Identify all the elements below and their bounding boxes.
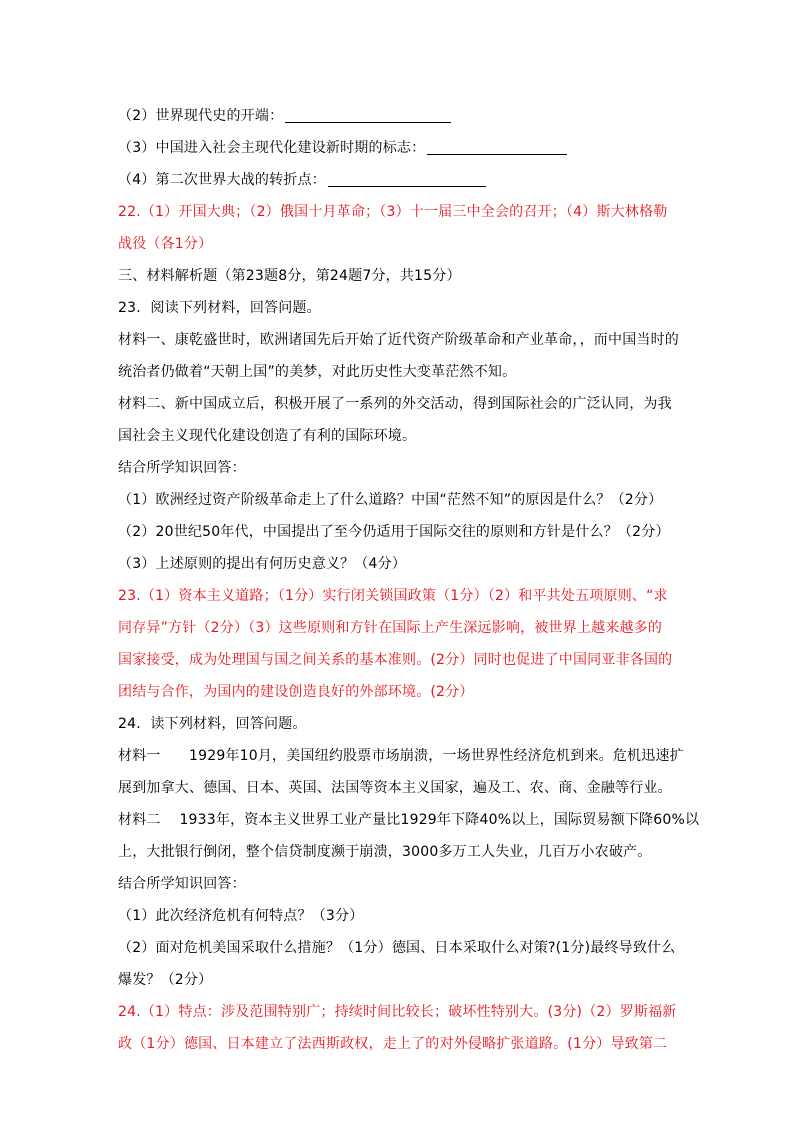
q22-item-2: （2）世界现代史的开端： bbox=[118, 100, 678, 132]
q23-sub-question-2: （2）20世纪50年代，中国提出了至今仍适用于国际交往的原则和方针是什么？（2分） bbox=[118, 524, 670, 540]
q23-material-2-cont: 国社会主义现代化建设创造了有利的国际环境。 bbox=[118, 428, 417, 444]
q24-material-2: 材料二 1933年，资本主义世界工业产量比1929年下降40%以上，国际贸易额下降60%以 bbox=[118, 812, 700, 828]
section-heading: 三、材料解析题（第23题8分，第24题7分，共15分） bbox=[118, 268, 461, 284]
q23-answer-cont-3: 团结与合作，为国内的建设创造良好的外部环境。(2分） bbox=[118, 684, 474, 700]
q23-answer-cont-2: 国家接受，成为处理国与国之间关系的基本准则。(2分）同时也促进了中国同亚非各国的 bbox=[118, 652, 673, 668]
q23-material-1: 材料一、康乾盛世时，欧洲诸国先后开始了近代资产阶级革命和产业革命，，而中国当时的 bbox=[118, 332, 679, 348]
q23-answer-cont-1: 同存异”方针（2分）（3）这些原则和方针在国际上产生深远影响，被世界上越来越多的 bbox=[118, 620, 663, 636]
q24-material-2-cont: 上，大批银行倒闭，整个信贷制度濒于崩溃，3000多万工人失业，几百万小农破产。 bbox=[118, 844, 652, 860]
q22-answer: 22.（1）开国大典；（2）俄国十月革命；（3）十一届三中全会的召开；（4）斯大林格勒 bbox=[118, 204, 668, 220]
q24-prompt: 24．读下列材料，回答问题。 bbox=[118, 716, 307, 732]
q24-sub-question-2-cont: 爆发？（2分） bbox=[118, 972, 213, 988]
answer-blank bbox=[285, 104, 451, 123]
q24-sub-question-2: （2）面对危机美国采取什么措施？（1分）德国、日本采取什么对策?(1分)最终导致什么 bbox=[118, 940, 676, 956]
q23-answer: 23.（1）资本主义道路；（1分）实行闭关锁国政策（1分）（2）和平共处五项原则、“求 bbox=[118, 588, 668, 604]
q23-material-2: 材料二、新中国成立后，积极开展了一系列的外交活动，得到国际社会的广泛认同，为我 bbox=[118, 396, 672, 412]
answer-blank bbox=[328, 168, 486, 187]
q24-material-1: 材料一 1929年10月，美国纽约股票市场崩溃，一场世界性经济危机到来。危机迅速扩 bbox=[118, 748, 684, 764]
q24-material-1-cont: 展到加拿大、德国、日本、英国、法国等资本主义国家，遍及工、农、商、金融等行业。 bbox=[118, 780, 672, 796]
q24-answer: 24.（1）特点：涉及范围特别广；持续时间比较长；破坏性特别大。(3分)（2）罗斯福新 bbox=[118, 1004, 677, 1020]
q23-prompt: 23．阅读下列材料，回答问题。 bbox=[118, 300, 321, 316]
q23-sub-question-1: （1）欧洲经过资产阶级革命走上了什么道路？中国“茫然不知”的原因是什么？（2分） bbox=[118, 492, 663, 508]
q23-combine: 结合所学知识回答： bbox=[118, 460, 246, 476]
q24-answer-cont: 政（1分）德国、日本建立了法西斯政权，走上了的对外侵略扩张道路。(1分）导致第二 bbox=[118, 1036, 668, 1052]
answer-blank bbox=[427, 136, 567, 155]
q23-sub-question-3: （3）上述原则的提出有何历史意义？（4分） bbox=[118, 556, 407, 572]
q23-material-1-cont: 统治者仍做着“天朝上国”的美梦，对此历史性大变革茫然不知。 bbox=[118, 364, 517, 380]
q24-sub-question-1: （1）此次经济危机有何特点？（3分） bbox=[118, 908, 364, 924]
q22-answer-cont: 战役（各1分） bbox=[118, 236, 213, 252]
q22-item-3: （3）中国进入社会主现代化建设新时期的标志： bbox=[118, 132, 678, 164]
q22-item-4: （4）第二次世界大战的转折点： bbox=[118, 164, 678, 196]
exam-page bbox=[118, 100, 700, 1060]
q24-combine: 结合所学知识回答： bbox=[118, 876, 246, 892]
